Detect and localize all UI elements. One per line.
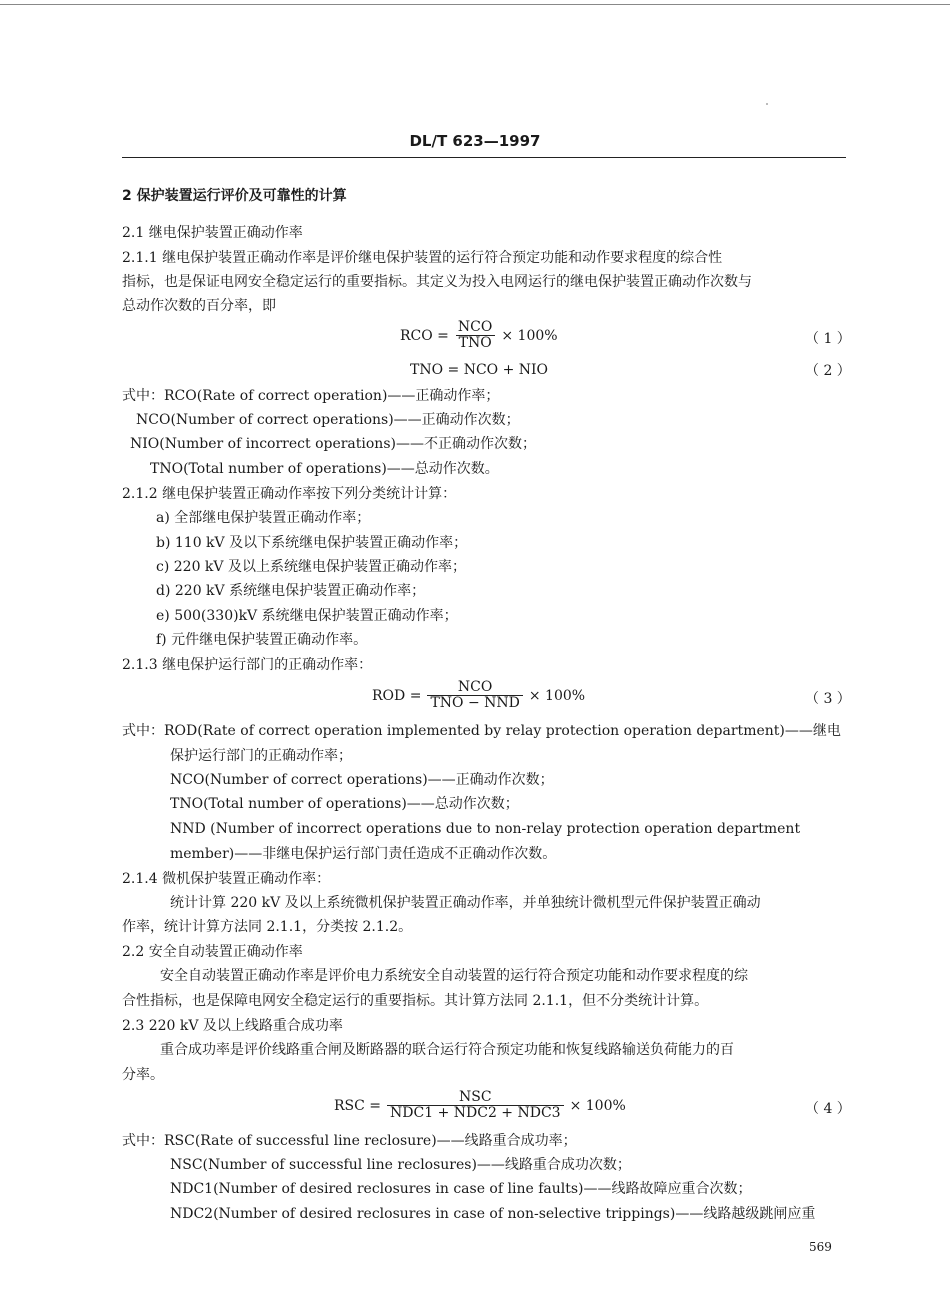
numerator: NCO bbox=[457, 679, 493, 695]
paragraph-line: 2.1.1 继电保护装置正确动作率是评价继电保护装置的运行符合预定功能和动作要求程度的综合性 bbox=[122, 250, 723, 266]
numerator: NCO bbox=[457, 319, 493, 335]
list-item: e) 500(330)kV 系统继电保护装置正确动作率； bbox=[156, 608, 458, 624]
section-heading: 2 保护装置运行评价及可靠性的计算 bbox=[122, 188, 347, 204]
definition-line: NND (Number of incorrect operations due to non-relay protection operation department bbox=[170, 821, 801, 837]
formula-rhs: × 100% bbox=[569, 1097, 626, 1114]
definition-line: NDC2(Number of desired reclosures in case of non-selective trippings)——线路越级跳闸应重 bbox=[170, 1206, 816, 1222]
list-item: d) 220 kV 系统继电保护装置正确动作率； bbox=[156, 583, 426, 599]
list-item: a) 全部继电保护装置正确动作率； bbox=[156, 510, 371, 526]
subsection-heading: 2.1.3 继电保护运行部门的正确动作率： bbox=[122, 657, 373, 673]
formula-1 bbox=[400, 320, 558, 351]
paragraph-line: 总动作次数的百分率，即 bbox=[122, 298, 276, 314]
list-item: b) 110 kV 及以下系统继电保护装置正确动作率； bbox=[156, 535, 468, 551]
denominator: NDC1 + NDC2 + NDC3 bbox=[387, 1105, 564, 1121]
formula-rhs: × 100% bbox=[528, 687, 586, 704]
formula-3 bbox=[372, 680, 585, 711]
definition-line: NCO(Number of correct operations)——正确动作次数； bbox=[136, 412, 520, 428]
equation-number: （ 3 ） bbox=[805, 691, 851, 707]
definition-line: NCO(Number of correct operations)——正确动作次数； bbox=[170, 772, 554, 788]
paragraph-line: 合性指标，也是保障电网安全稳定运行的重要指标。其计算方法同 2.1.1，但不分类统计计算。 bbox=[122, 993, 709, 1009]
paragraph-line: 统计计算 220 kV 及以上系统微机保护装置正确动作率，并单独统计微机型元件保护装置正确动 bbox=[170, 895, 761, 911]
definition-line: 保护运行部门的正确动作率； bbox=[170, 748, 352, 764]
list-item: c) 220 kV 及以上系统继电保护装置正确动作率； bbox=[156, 559, 466, 575]
definition-line: 式中：ROD(Rate of correct operation implemented by relay protection operation department)——继电 bbox=[122, 723, 841, 739]
list-item: f) 元件继电保护装置正确动作率。 bbox=[156, 632, 368, 648]
definition-line: NSC(Number of successful line reclosures)——线路重合成功次数； bbox=[170, 1157, 631, 1173]
formula-lhs: ROD = bbox=[372, 687, 422, 704]
formula-rhs: × 100% bbox=[501, 327, 558, 344]
subsection-heading: 2.1.2 继电保护装置正确动作率按下列分类统计计算： bbox=[122, 486, 457, 502]
fraction bbox=[387, 1090, 564, 1121]
formula-4 bbox=[334, 1090, 626, 1121]
scan-speck bbox=[766, 103, 768, 105]
header-rule bbox=[122, 157, 846, 158]
page-number: 569 bbox=[809, 1240, 832, 1254]
definition-line: 式中：RSC(Rate of successful line reclosure)——线路重合成功率； bbox=[122, 1133, 577, 1149]
paragraph-line: 作率，统计计算方法同 2.1.1，分类按 2.1.2。 bbox=[122, 919, 413, 935]
definition-line: 式中：RCO(Rate of correct operation)——正确动作率； bbox=[122, 388, 500, 404]
definition-line: NDC1(Number of desired reclosures in case of line faults)——线路故障应重合次数； bbox=[170, 1181, 752, 1197]
equation-number: （ 1 ） bbox=[805, 331, 851, 347]
subsection-heading: 2.1 继电保护装置正确动作率 bbox=[122, 225, 303, 241]
page-header: DL/T 623—1997 bbox=[409, 132, 541, 150]
subsection-heading: 2.2 安全自动装置正确动作率 bbox=[122, 944, 303, 960]
numerator: NSC bbox=[459, 1089, 492, 1105]
formula-lhs: RCO = bbox=[400, 327, 449, 344]
denominator: TNO − NND bbox=[427, 695, 522, 711]
formula-lhs: RSC = bbox=[334, 1097, 382, 1114]
definition-line: TNO(Total number of operations)——总动作次数。 bbox=[150, 461, 499, 477]
scan-edge-line bbox=[0, 4, 950, 5]
paragraph-line: 分率。 bbox=[122, 1067, 164, 1083]
equation-number: （ 2 ） bbox=[805, 363, 851, 379]
definition-line: TNO(Total number of operations)——总动作次数； bbox=[170, 796, 519, 812]
definition-line: member)——非继电保护运行部门责任造成不正确动作次数。 bbox=[170, 846, 557, 862]
fraction bbox=[455, 320, 495, 351]
paragraph-line: 安全自动装置正确动作率是评价电力系统安全自动装置的运行符合预定功能和动作要求程度的综 bbox=[160, 968, 748, 984]
paragraph-line: 重合成功率是评价线路重合闸及断路器的联合运行符合预定功能和恢复线路输送负荷能力的百 bbox=[160, 1042, 734, 1058]
paragraph-line: 指标，也是保证电网安全稳定运行的重要指标。其定义为投入电网运行的继电保护装置正确动作次数与 bbox=[122, 274, 752, 290]
fraction bbox=[427, 680, 522, 711]
definition-line: NIO(Number of incorrect operations)——不正确动作次数； bbox=[130, 436, 536, 452]
denominator: TNO bbox=[456, 335, 495, 351]
subsection-heading: 2.1.4 微机保护装置正确动作率： bbox=[122, 871, 331, 887]
equation-number: （ 4 ） bbox=[805, 1101, 851, 1117]
subsection-heading: 2.3 220 kV 及以上线路重合成功率 bbox=[122, 1018, 343, 1034]
formula-2: TNO = NCO + NIO bbox=[410, 362, 549, 378]
